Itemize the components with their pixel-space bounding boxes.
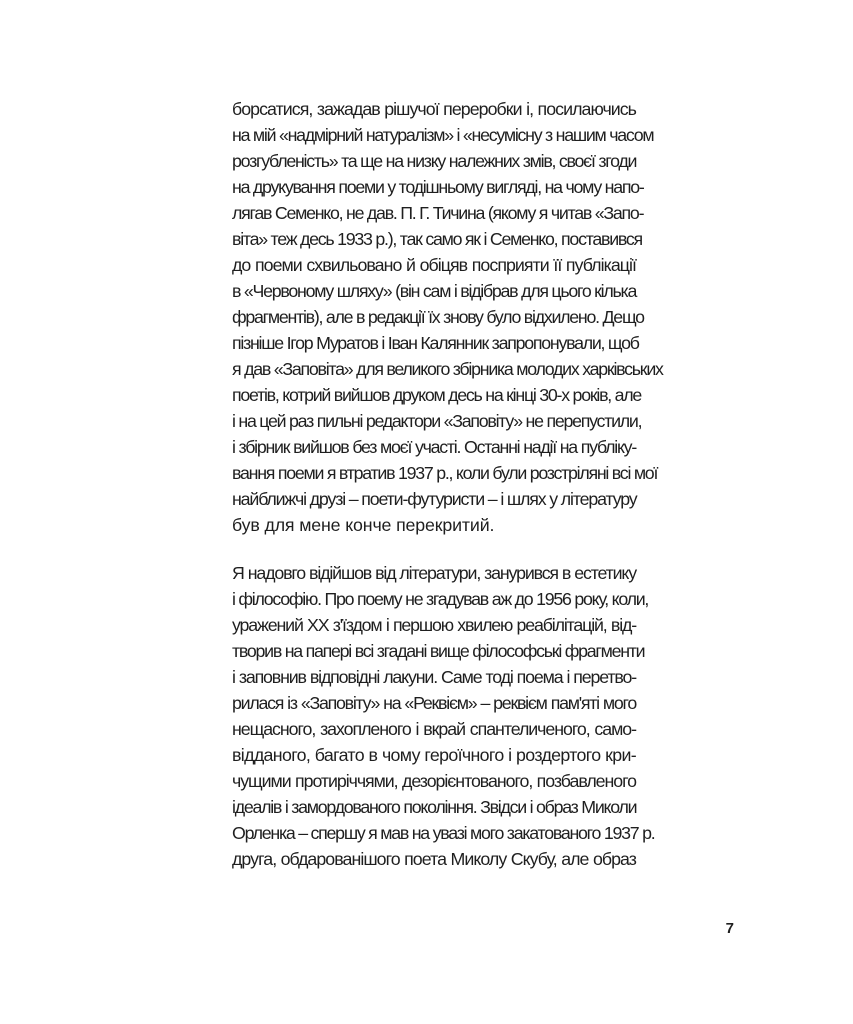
text-line: і збірник вийшов без моєї участі. Останні надії на публіку- (232, 437, 636, 457)
text-line: був для мене конче перекритий. (232, 515, 495, 535)
text-line: відданого, багато в чому героїчного і роздертого кри- (232, 745, 636, 765)
text-line: поетів, котрий вийшов друком десь на кінці 30-х років, але (232, 385, 642, 405)
text-line: рилася із «Заповіту» на «Реквієм» – реквієм пам'яті мого (232, 693, 636, 713)
text-line: найближчі друзі – поети-футуристи – і шлях у літературу (232, 489, 637, 509)
text-line: нещасного, захопленого і вкрай спантеличеного, само- (232, 719, 636, 739)
text-line: творив на папері всі згадані вище філософські фрагменти (232, 641, 645, 661)
text-line: віта» теж десь 1933 р.), так само як і Семенко, поставився (232, 229, 642, 249)
paragraph-2 (232, 560, 655, 872)
paragraph-1 (232, 96, 663, 538)
text-line: борсатися, зажадав рішучої переробки і, посилаючись (232, 99, 636, 119)
text-line: вання поеми я втратив 1937 р., коли були розстріляні всі мої (232, 463, 658, 483)
text-line: друга, обдарованішого поета Миколу Скубу, але образ (232, 849, 636, 869)
text-line: і на цей раз пильні редактори «Заповіту» не перепустили, (232, 411, 642, 431)
text-line: і філософію. Про поему не згадував аж до 1956 року, коли, (232, 589, 649, 609)
text-line: в «Червоному шляху» (він сам і відібрав для цього кілька (232, 281, 637, 301)
page-number: 7 (725, 920, 734, 937)
text-line: лягав Семенко, не дав. П. Г. Тичина (якому я читав «Запо- (232, 203, 644, 223)
text-line: розгубленість» та ще на низку належних змів, своєї згоди (232, 151, 637, 171)
text-line: до поеми схвильовано й обіцяв посприяти її публікації (232, 255, 636, 275)
text-line: Орленка – спершу я мав на увазі мого закатованого 1937 р. (232, 823, 655, 843)
text-line: фрагментів), але в редакції їх знову було відхилено. Дещо (232, 307, 644, 327)
text-line: ідеалів і замордованого покоління. Звідси і образ Миколи (232, 797, 637, 817)
text-line: уражений XX з'їздом і першою хвилею реабілітацій, від- (232, 615, 636, 635)
text-line: на мій «надмірний натуралізм» і «несумісну з нашим часом (232, 125, 654, 145)
text-line: пізніше Ігор Муратов і Іван Калянник запропонували, щоб (232, 333, 639, 353)
text-line: я дав «Заповіта» для великого збірника молодих харківських (232, 359, 663, 379)
text-line: чущими протиріччями, дезорієнтованого, позбавленого (232, 771, 636, 791)
text-line: і заповнив відповідні лакуни. Саме тоді поема і перетво- (232, 667, 636, 687)
text-line: Я надовго відійшов від літератури, занурився в естетику (232, 563, 636, 583)
text-line: на друкування поеми у тодішньому вигляді, на чому напо- (232, 177, 644, 197)
